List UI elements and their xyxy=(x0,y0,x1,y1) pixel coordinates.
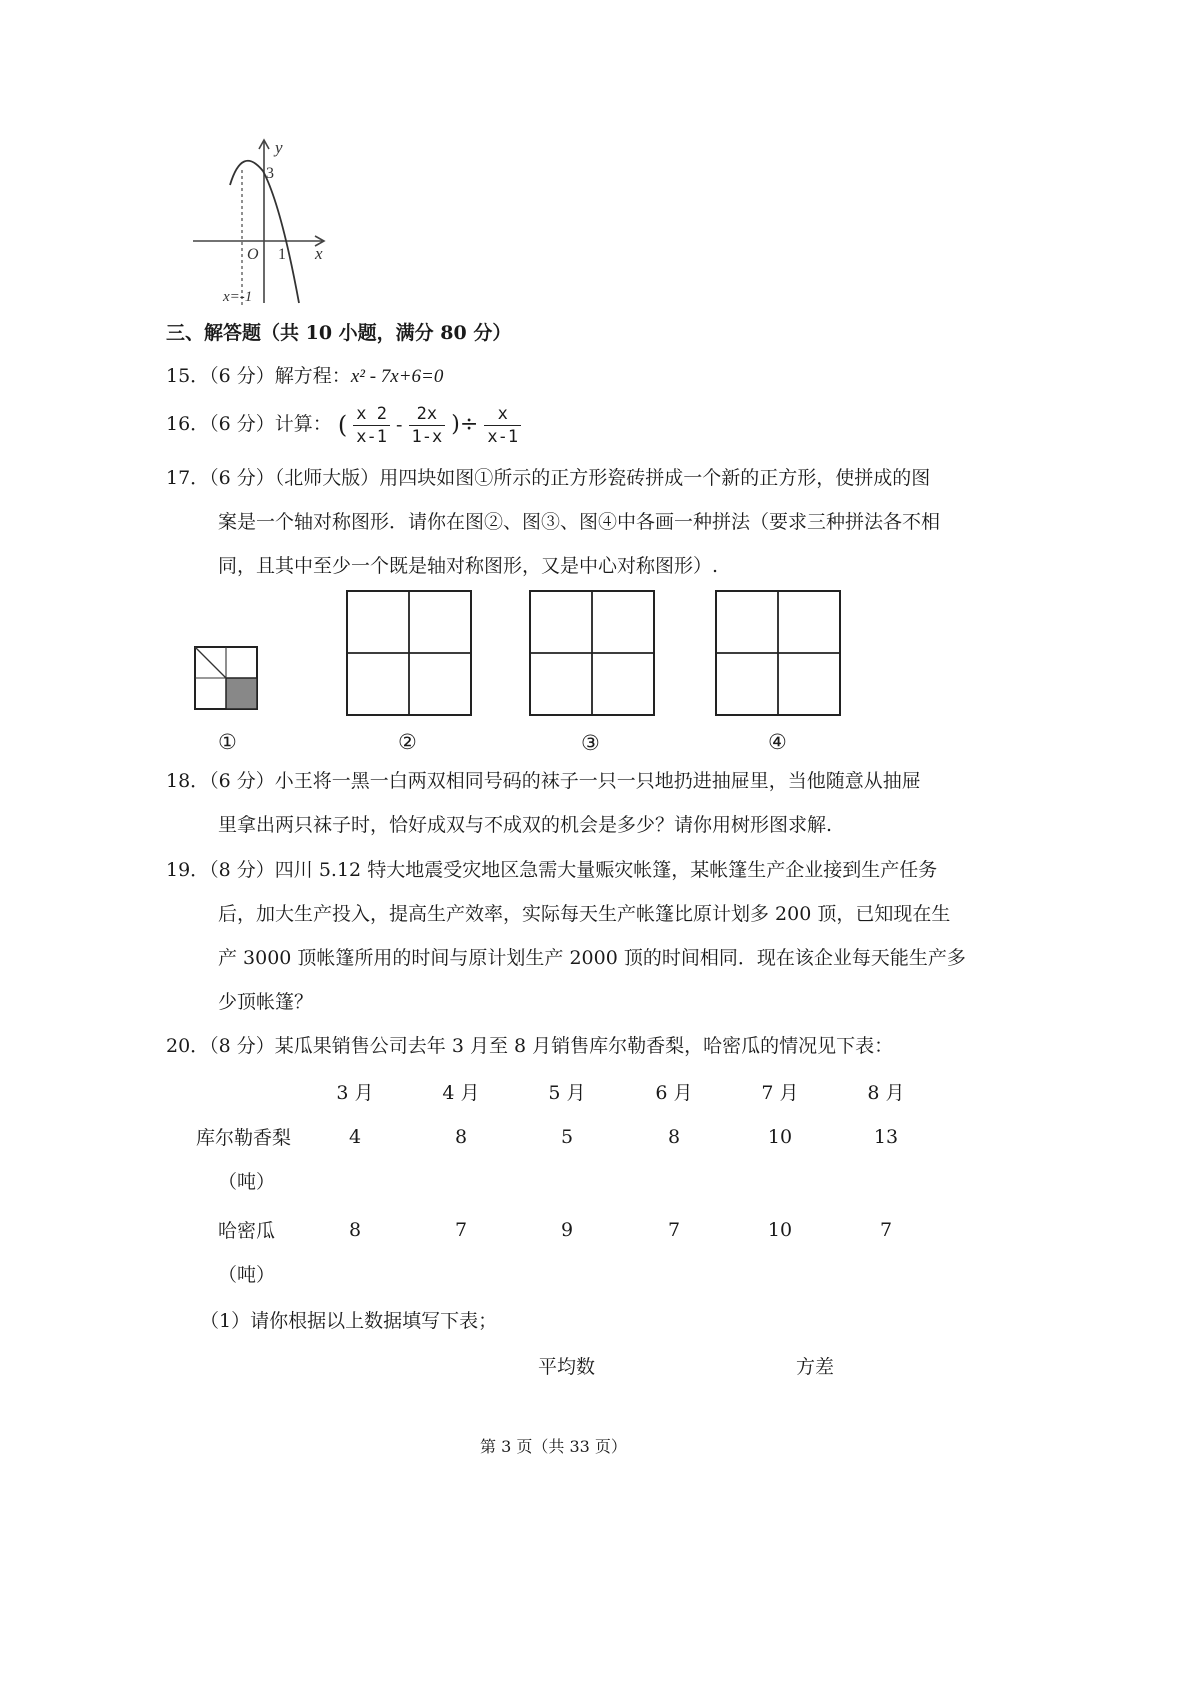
graph-x-tick: 1 xyxy=(278,246,286,263)
q20-intro: 20．（8 分）某瓜果销售公司去年 3 月至 8 月销售库尔勒香梨，哈密瓜的情况见下表： xyxy=(166,1035,894,1057)
table-cell: 8 xyxy=(348,1219,362,1241)
row-name: 库尔勒香梨 xyxy=(196,1127,292,1149)
table-cell: 5 xyxy=(560,1126,574,1148)
month-header: 4 月 xyxy=(442,1082,480,1104)
q17-line-3: 同，且其中至少一个既是轴对称图形，又是中心对称图形）. xyxy=(218,555,719,577)
row-unit: （吨） xyxy=(218,1264,276,1286)
tile-grid-4 xyxy=(714,589,842,717)
table-cell: 7 xyxy=(879,1219,893,1241)
parabola-graph xyxy=(185,135,345,310)
q18-line-2: 里拿出两只袜子时，恰好成双与不成双的机会是多少？请你用树形图求解. xyxy=(218,814,833,836)
table-cell: 10 xyxy=(767,1219,793,1241)
q16-fraction-3: $\frac{x}{x-1}$ xyxy=(484,403,521,448)
question-15 xyxy=(166,364,443,389)
table-cell: 8 xyxy=(667,1126,681,1148)
graph-symmetry-label: x=-1 xyxy=(223,289,253,305)
q19-line-4: 少顶帐篷？ xyxy=(218,991,314,1013)
figure-label-3: ③ xyxy=(581,731,600,755)
q15-prefix: 15．（6 分）解方程： xyxy=(166,365,351,387)
section-heading: 三、解答题（共 10 小题，满分 80 分） xyxy=(166,322,512,344)
figure-label-2: ② xyxy=(398,730,417,754)
month-header: 6 月 xyxy=(655,1082,693,1104)
table-cell: 10 xyxy=(767,1126,793,1148)
table-cell: 4 xyxy=(348,1126,362,1148)
q16-open-paren: ( xyxy=(337,411,348,439)
graph-x-label: x xyxy=(315,244,323,263)
graph-y-label: y xyxy=(275,138,283,157)
q17-line-2: 案是一个轴对称图形．请你在图②、图③、图④中各画一种拼法（要求三种拼法各不相 xyxy=(218,511,941,533)
q16-close-divide: )÷ xyxy=(451,412,479,437)
figure-label-4: ④ xyxy=(768,730,787,754)
row-unit: （吨） xyxy=(218,1171,276,1193)
q16-minus: - xyxy=(396,414,403,436)
month-header: 8 月 xyxy=(867,1082,905,1104)
q17-line-1: 17．（6 分）（北师大版）用四块如图①所示的正方形瓷砖拼成一个新的正方形，使拼成的图 xyxy=(166,467,931,489)
row-name: 哈密瓜 xyxy=(218,1220,276,1242)
graph-origin-label: O xyxy=(247,246,259,263)
table-cell: 9 xyxy=(560,1219,574,1241)
q20-part-1: （1）请你根据以上数据填写下表； xyxy=(200,1310,498,1332)
table-cell: 7 xyxy=(667,1219,681,1241)
tile-figure-1 xyxy=(193,645,259,711)
q19-line-1: 19．（8 分）四川 5.12 特大地震受灾地区急需大量赈灾帐篷，某帐篷生产企业接到生产任务 xyxy=(166,859,938,881)
tile-grid-2 xyxy=(345,589,473,717)
q19-line-3: 产 3000 顶帐篷所用的时间与原计划生产 2000 顶的时间相同．现在该企业每天能生产多 xyxy=(218,947,966,969)
q18-line-1: 18．（6 分）小王将一黑一白两双相同号码的袜子一只一只地扔进抽屉里，当他随意从抽屉 xyxy=(166,770,921,792)
month-header: 7 月 xyxy=(761,1082,799,1104)
stat-header-variance: 方差 xyxy=(796,1356,835,1378)
q16-fraction-1: $\frac{x 2}{x-1}$ xyxy=(353,403,390,448)
tile-grid-3 xyxy=(528,589,656,717)
q16-fraction-2: $\frac{2x}{1-x}$ xyxy=(409,403,446,448)
q19-line-2: 后，加大生产投入，提高生产效率，实际每天生产帐篷比原计划多 200 顶，已知现在生 xyxy=(218,903,951,925)
q15-equation: x² - 7x+6=0 xyxy=(350,366,444,387)
table-cell: 7 xyxy=(454,1219,468,1241)
question-16 xyxy=(166,400,521,449)
month-header: 3 月 xyxy=(336,1082,374,1104)
table-cell: 13 xyxy=(873,1126,899,1148)
month-header: 5 月 xyxy=(548,1082,586,1104)
figure-label-1: ① xyxy=(218,730,237,754)
page-footer: 第 3 页（共 33 页） xyxy=(480,1437,627,1456)
table-cell: 8 xyxy=(454,1126,468,1148)
stat-header-mean: 平均数 xyxy=(538,1356,596,1378)
q16-prefix: 16．（6 分）计算： xyxy=(166,413,332,435)
graph-y-tick: 3 xyxy=(266,165,274,182)
